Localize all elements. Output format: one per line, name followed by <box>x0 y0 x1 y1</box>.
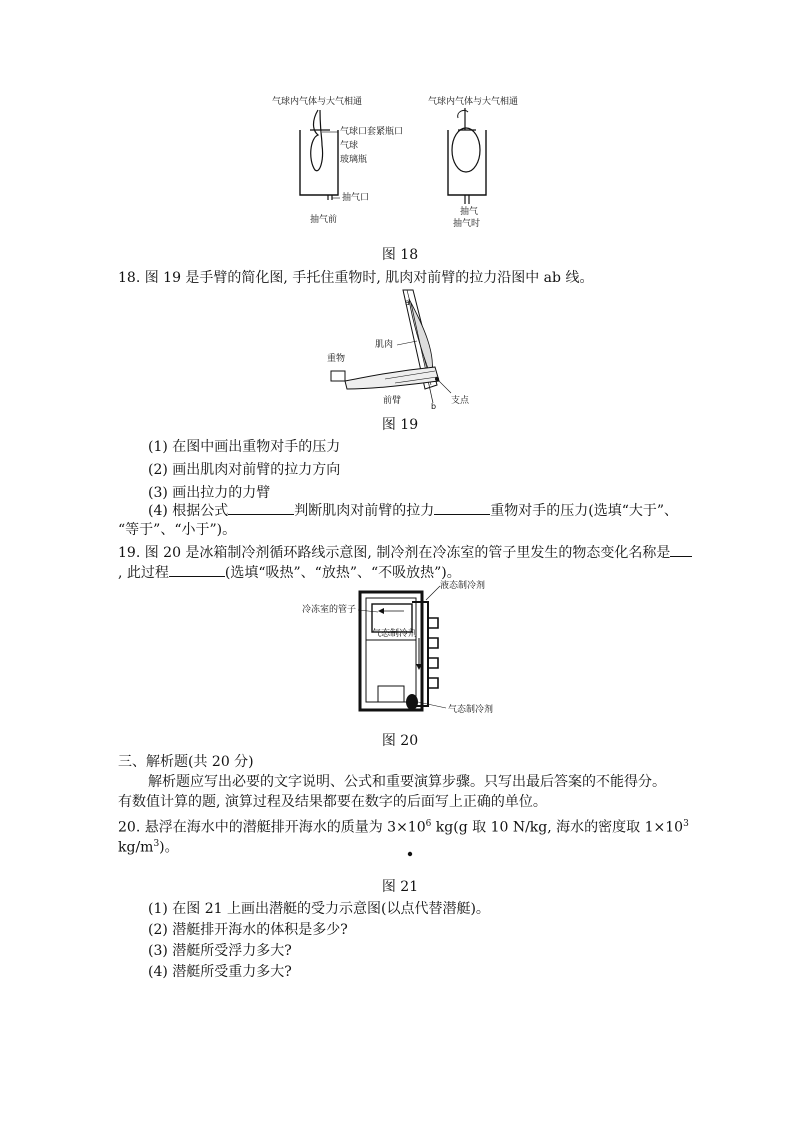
fig20-gas1-label: 气态制冷剂 <box>372 629 418 639</box>
fig19-fulcrum-label: 支点 <box>451 396 470 406</box>
fig18-left-balloon-label: 气球 <box>340 141 359 151</box>
q20-stem-c: kg/m <box>118 839 154 856</box>
q20-stem-a: 20. 悬浮在海水中的潜艇排开海水的质量为 3×10 <box>118 819 426 836</box>
fig18-right-top-label: 气球内气体与大气相通 <box>428 97 519 107</box>
figure-21 <box>405 849 415 859</box>
q20-stem-d: )。 <box>159 839 179 856</box>
fig19-b: b <box>431 402 437 410</box>
fig20-liquid-label: 液态制冷剂 <box>440 581 486 591</box>
q20-sub4: (4) 潜艇所受重力多大? <box>148 964 292 980</box>
fig18-left-bottle-label: 玻璃瓶 <box>340 155 368 165</box>
q18-sub4-d: “等于”、“小于”)。 <box>118 522 237 538</box>
left-balloon <box>311 110 323 171</box>
q19-blank-change[interactable] <box>670 542 692 557</box>
q18-sub4-c: 重物对手的压力(选填“大于”、 <box>490 503 679 519</box>
q20-stem-line1 <box>118 814 689 838</box>
fig18-caption: 图 18 <box>381 247 419 263</box>
right-balloon <box>452 128 480 172</box>
fig20-gas2-label: 气态制冷剂 <box>448 705 494 715</box>
fig19-muscle-label: 肌肉 <box>375 340 394 350</box>
figure-20 <box>300 578 510 718</box>
q20-exp2: 3 <box>683 819 689 829</box>
left-bottle <box>300 130 338 195</box>
q19-stem-c: (选填“吸热”、“放热”、“不吸放热”)。 <box>224 565 461 581</box>
q18-sub4-a: (4) 根据公式 <box>148 503 229 519</box>
fig18-left-caption: 抽气前 <box>310 215 338 225</box>
q20-stem-b: kg(g 取 10 N/kg, 海水的密度取 1×10 <box>431 819 684 836</box>
fridge-body <box>360 592 422 710</box>
compressor <box>406 694 418 710</box>
q20-exp1: 6 <box>425 819 432 829</box>
q20-sub3: (3) 潜艇所受浮力多大? <box>148 943 292 959</box>
figure-19 <box>325 285 485 410</box>
weight <box>331 371 345 381</box>
q20-stem-line2 <box>118 834 179 858</box>
q19-blank-heat[interactable] <box>169 562 225 577</box>
fig18-right-pump-label: 抽气 <box>460 207 479 217</box>
q18-sub3: (3) 画出拉力的力臂 <box>148 485 271 501</box>
q18-blank-formula[interactable] <box>228 500 294 515</box>
q20-sub1: (1) 在图 21 上画出潜艇的受力示意图(以点代替潜艇)。 <box>148 901 490 917</box>
fig18-left-top-label: 气球内气体与大气相通 <box>272 97 363 107</box>
fig19-forearm-label: 前臂 <box>383 396 402 406</box>
q20-exp3: 3 <box>153 839 160 849</box>
fig19-weight-label: 重物 <box>327 354 346 364</box>
q18-sub4-b: 判断肌肉对前臂的拉力 <box>294 503 435 519</box>
section3-intro1: 解析题应写出必要的文字说明、公式和重要演算步骤。只写出最后答案的不能得分。 <box>148 774 666 790</box>
figure-18 <box>260 90 550 230</box>
fig18-left-outlet-label: 抽气口 <box>342 193 370 203</box>
q19-stem-a: 19. 图 20 是冰箱制冷剂循环路线示意图, 制冷剂在冷冻室的管子里发生的物态变化名称是 <box>118 545 671 561</box>
submarine-point <box>408 852 412 856</box>
fig19-a: a <box>405 298 410 307</box>
fig18-left-mouth-label: 气球口套紧瓶口 <box>340 127 404 137</box>
fig18-right-caption: 抽气时 <box>453 219 481 229</box>
section3-title: 三、解析题(共 20 分) <box>118 754 254 770</box>
fig19-caption: 图 19 <box>381 417 419 433</box>
q18-sub2: (2) 画出肌肉对前臂的拉力方向 <box>148 462 341 478</box>
freezer <box>372 604 412 632</box>
fig20-freezer-pipe-label: 冷冻室的管子 <box>302 605 357 615</box>
q18-sub1: (1) 在图中画出重物对手的压力 <box>148 439 341 455</box>
q19-stem-b: , 此过程 <box>118 565 169 581</box>
q18-stem: 18. 图 19 是手臂的简化图, 手托住重物时, 肌肉对前臂的拉力沿图中 ab 线。 <box>118 270 594 286</box>
section3-intro2: 有数值计算的题, 演算过程及结果都要在数字的后面写上正确的单位。 <box>118 794 547 810</box>
fig21-caption: 图 21 <box>381 879 419 895</box>
q18-blank-compare[interactable] <box>434 500 490 515</box>
q20-sub2: (2) 潜艇排开海水的体积是多少? <box>148 922 348 938</box>
fig20-caption: 图 20 <box>381 733 419 749</box>
